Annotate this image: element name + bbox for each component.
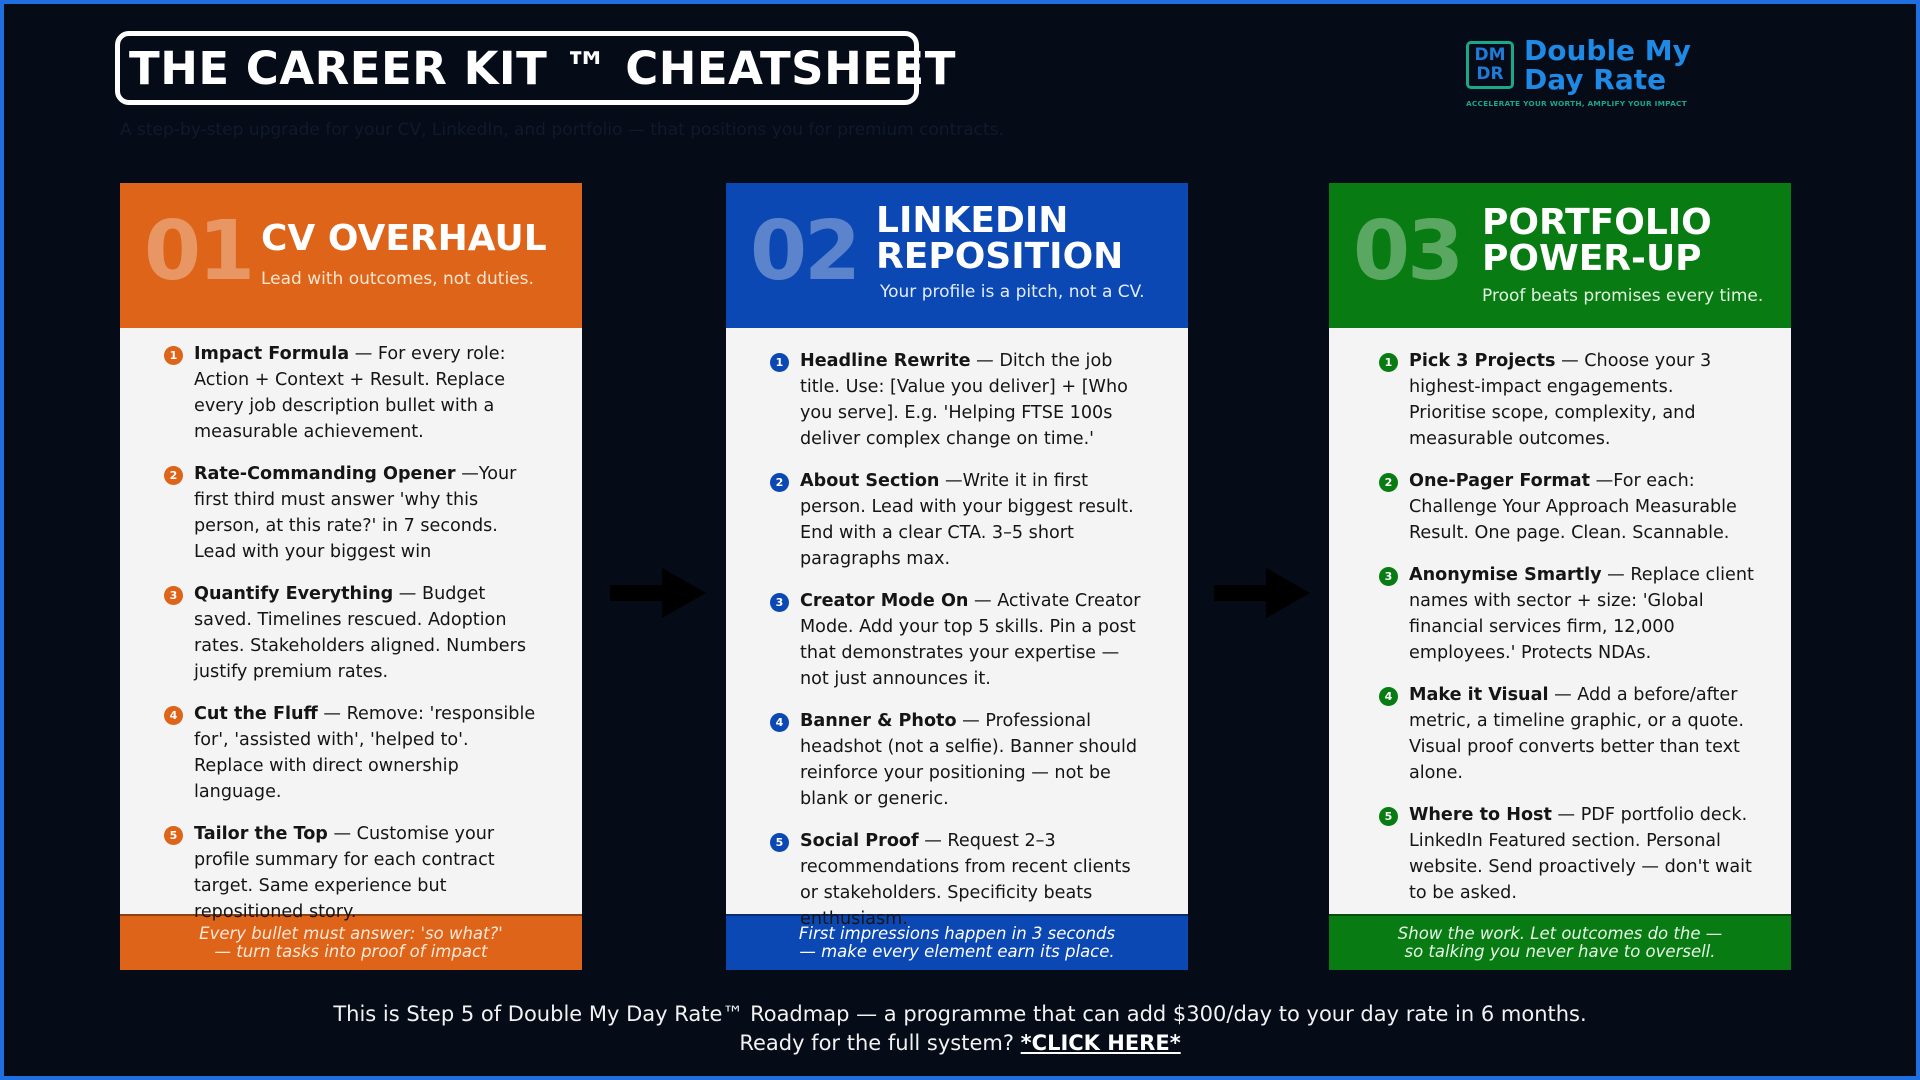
step-number-badge: 2: [164, 466, 183, 485]
list-item: [164, 461, 558, 565]
list-item: [164, 341, 558, 445]
column-header: [120, 183, 582, 328]
column-cv-overhaul: [120, 183, 582, 970]
logo-name: [1524, 36, 1691, 94]
page-subtitle: A step-by-step upgrade for your CV, LinkedIn, and portfolio — that positions you for premium contracts.: [120, 120, 1004, 140]
item-heading: Make it Visual: [1409, 685, 1549, 705]
item-heading: Banner & Photo: [800, 711, 957, 731]
list-item: [770, 828, 1164, 932]
step-number-badge: 5: [1379, 807, 1398, 826]
item-heading: About Section: [800, 471, 940, 491]
logo-mark-bottom: DR: [1476, 64, 1504, 84]
list-item: [770, 468, 1164, 572]
step-number-badge: 1: [164, 346, 183, 365]
item-text: —For each: Challenge Your Approach Measurable Result. One page. Clean. Scannable.: [1409, 471, 1737, 543]
item-text: — Professional headshot (not a selfie). Banner should reinforce your positioning — not be blank or generic.: [800, 711, 1138, 809]
item-heading: Anonymise Smartly: [1409, 565, 1602, 585]
column-number: 01: [144, 204, 253, 299]
step-number-badge: 3: [770, 593, 789, 612]
item-text: — Replace client names with sector + size: 'Global financial services firm, 12,000 employees.' Protects NDAs.: [1409, 565, 1754, 663]
logo-mark-icon: [1466, 41, 1514, 89]
item-text: — Add a before/after metric, a timeline graphic, or a quote. Visual proof converts better than text alone.: [1409, 685, 1744, 783]
column-subtitle: Proof beats promises every time.: [1482, 286, 1764, 306]
step-number-badge: 3: [1379, 567, 1398, 586]
click-here-link[interactable]: *CLICK HERE*: [1020, 1031, 1181, 1055]
column-portfolio-power-up: [1329, 183, 1791, 970]
column-list: [1329, 328, 1791, 914]
column-footer-line2: — make every element earn its place.: [799, 942, 1115, 961]
item-text: — For every role: Action + Context + Result. Replace every job description bullet with a measurable achievement.: [194, 344, 506, 442]
column-number: 02: [750, 204, 859, 299]
item-heading: Rate-Commanding Opener: [194, 464, 456, 484]
step-number-badge: 5: [164, 826, 183, 845]
column-footer-line1: Every bullet must answer: 'so what?': [199, 924, 503, 943]
step-number-badge: 2: [770, 473, 789, 492]
brand-logo: [1466, 36, 1696, 112]
item-heading: Impact Formula: [194, 344, 350, 364]
item-heading: Pick 3 Projects: [1409, 351, 1556, 371]
column-title: CV OVERHAUL: [261, 218, 547, 259]
item-heading: One-Pager Format: [1409, 471, 1591, 491]
footer-cta-line: [0, 1031, 1920, 1055]
step-number-badge: 4: [164, 706, 183, 725]
footer-roadmap-text: This is Step 5 of Double My Day Rate™ Roadmap — a programme that can add $300/day to your day rate in 6 months.: [333, 1002, 1587, 1026]
step-number-badge: 3: [164, 586, 183, 605]
column-title-line2: POWER-UP: [1482, 238, 1702, 279]
step-number-badge: 4: [1379, 687, 1398, 706]
item-text: — Activate Creator Mode. Add your top 5 skills. Pin a post that demonstrates your expertise — not just announces it.: [800, 591, 1141, 689]
list-item: [1379, 348, 1767, 452]
list-item: [1379, 682, 1767, 786]
logo-name-line1: Double My: [1524, 34, 1691, 67]
item-heading: Where to Host: [1409, 805, 1552, 825]
list-item: [770, 588, 1164, 692]
item-text: — PDF portfolio deck. LinkedIn Featured section. Personal website. Send proactively — don't wait to be asked.: [1409, 805, 1752, 903]
column-subtitle: Your profile is a pitch, not a CV.: [880, 282, 1145, 302]
logo-tagline: ACCELERATE YOUR WORTH, AMPLIFY YOUR IMPACT: [1466, 99, 1687, 108]
list-item: [1379, 562, 1767, 666]
list-item: [770, 348, 1164, 452]
step-number-badge: 1: [770, 353, 789, 372]
item-text: — Request 2–3 recommendations from recent clients or stakeholders. Specificity beats enthusiasm.: [800, 831, 1131, 929]
list-item: [770, 708, 1164, 812]
list-item: [1379, 468, 1767, 546]
item-text: — Choose your 3 highest-impact engagements. Prioritise scope, complexity, and measurable outcomes.: [1409, 351, 1712, 449]
column-subtitle: Lead with outcomes, not duties.: [261, 269, 534, 289]
column-title-line2: REPOSITION: [876, 236, 1124, 277]
column-header: [1329, 183, 1791, 328]
column-title-line1: PORTFOLIO: [1482, 202, 1712, 243]
item-text: —Write it in first person. Lead with your biggest result. End with a clear CTA. 3–5 short paragraphs max.: [800, 471, 1134, 569]
step-number-badge: 4: [770, 713, 789, 732]
list-item: [164, 581, 558, 685]
column-footer-line2: so talking you never have to oversell.: [1404, 942, 1716, 961]
column-list: [120, 328, 582, 922]
column-footer-line2: — turn tasks into proof of impact: [214, 942, 488, 961]
column-footer-line1: First impressions happen in 3 seconds: [798, 924, 1116, 943]
item-heading: Creator Mode On: [800, 591, 969, 611]
item-text: — Customise your profile summary for each contract target. Same experience but repositioned story.: [194, 824, 495, 922]
item-text: — Remove: 'responsible for', 'assisted with', 'helped to'. Replace with direct ownership language.: [194, 704, 536, 802]
column-footer-line1: Show the work. Let outcomes do the —: [1397, 924, 1723, 943]
step-number-badge: 5: [770, 833, 789, 852]
column-linkedin-reposition: [726, 183, 1188, 970]
item-heading: Quantify Everything: [194, 584, 394, 604]
logo-name-line2: Day Rate: [1524, 63, 1667, 96]
item-heading: Headline Rewrite: [800, 351, 971, 371]
step-number-badge: 1: [1379, 353, 1398, 372]
list-item: [1379, 802, 1767, 906]
title-banner: [115, 31, 956, 105]
list-item: [164, 701, 558, 805]
item-heading: Cut the Fluff: [194, 704, 318, 724]
column-list: [726, 328, 1188, 929]
column-header: [726, 183, 1188, 328]
item-heading: Social Proof: [800, 831, 919, 851]
list-item: [164, 821, 558, 925]
column-footer: [1329, 914, 1791, 970]
footer-cta-prefix: Ready for the full system?: [739, 1031, 1021, 1055]
item-text: — Budget saved. Timelines rescued. Adoption rates. Stakeholders aligned. Numbers justify premium rates.: [194, 584, 527, 682]
column-title-line1: LINKEDIN: [876, 200, 1069, 241]
item-text: — Ditch the job title. Use: [Value you deliver] + [Who you serve]. E.g. 'Helping FTSE 100s deliver complex change on time.': [800, 351, 1128, 449]
arrow-right-icon: [610, 568, 706, 618]
step-number-badge: 2: [1379, 473, 1398, 492]
page-title: THE CAREER KIT ™ CHEATSHEET: [129, 41, 956, 95]
item-text: —Your first third must answer 'why this person, at this rate?' in 7 seconds. Lead with your biggest win: [194, 464, 517, 562]
item-heading: Tailor the Top: [194, 824, 328, 844]
arrow-right-icon: [1214, 568, 1310, 618]
logo-mark-top: DM: [1474, 45, 1506, 65]
column-number: 03: [1353, 204, 1462, 299]
